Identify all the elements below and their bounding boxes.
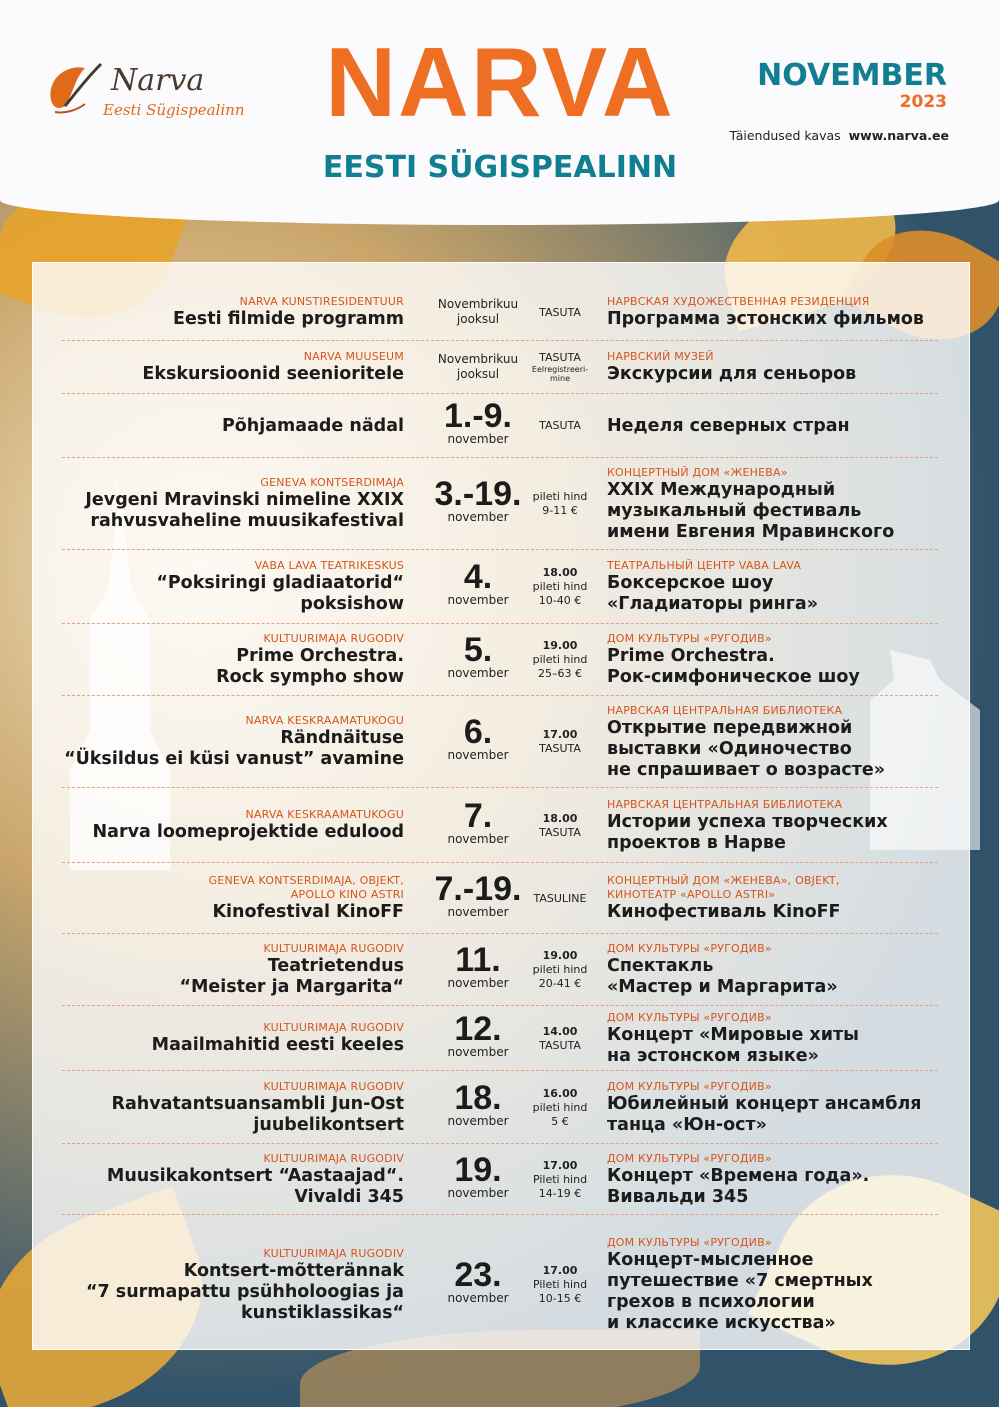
event-info-ru <box>607 1080 947 1136</box>
event-title-ru: путешествие «7 смертных <box>607 1271 873 1291</box>
date-day: 7. <box>463 796 493 835</box>
event-price <box>526 306 594 320</box>
organizer-ru: ДОМ КУЛЬТУРЫ «РУГОДИВ» <box>607 1236 772 1249</box>
event-date <box>422 713 534 762</box>
event-date <box>422 297 534 327</box>
date-text: jooksul <box>456 311 500 326</box>
organizer-et: KULTUURIMAJA RUGODIV <box>263 1151 404 1165</box>
event-date <box>422 1256 534 1305</box>
event-title-ru: Рок-симфоническое шоу <box>607 667 860 687</box>
date-day: 4. <box>463 558 493 596</box>
organizer-et: GENEVA KONTSERDIMAJA, OBJEKT, <box>208 874 404 887</box>
organizer-ru: ДОМ КУЛЬТУРЫ «РУГОДИВ» <box>607 942 772 955</box>
event-date <box>422 941 534 990</box>
website-link[interactable]: www.narva.ee <box>848 128 949 143</box>
price-text: pileti hind <box>532 653 588 666</box>
date-month: november <box>447 1044 509 1059</box>
price-text: pileti hind <box>532 580 588 593</box>
event-date <box>422 631 534 680</box>
price-text: TASUTA <box>539 305 581 319</box>
event-info-ru <box>607 416 947 437</box>
event-title-ru: «Мастер и Маргарита» <box>607 977 838 997</box>
price-text: TASUTA <box>539 825 581 839</box>
event-info-ru <box>607 466 947 543</box>
logo <box>45 55 255 135</box>
event-info-et <box>24 1152 404 1208</box>
event-title-ru: выставки «Одиночество <box>607 738 852 759</box>
date-text: Novembrikuu <box>437 296 519 311</box>
event-title-et: Rahvatantsuansambli Jun-Ost <box>111 1093 404 1114</box>
organizer-ru: ДОМ КУЛЬТУРЫ «РУГОДИВ» <box>607 1079 772 1093</box>
event-title-ru: не спрашивает о возрасте» <box>607 759 886 780</box>
date-day: 18. <box>454 1078 502 1117</box>
date-day: 23. <box>454 1256 502 1294</box>
price-text: 10-40 € <box>538 594 582 607</box>
event-title-ru: Концерт «Времена года». <box>607 1165 870 1186</box>
event-info-ru <box>607 798 947 854</box>
event-info-ru <box>607 1011 947 1067</box>
event-price <box>526 949 594 991</box>
date-month: november <box>447 593 509 607</box>
date-day: 1.-9. <box>443 397 513 435</box>
price-text: 10-15 € <box>538 1292 582 1305</box>
event-row <box>62 1070 938 1144</box>
event-title-et: “Poksiringi gladiaatorid“ <box>156 573 404 593</box>
organizer-et: KULTUURIMAJA RUGODIV <box>263 1246 404 1260</box>
event-price <box>526 490 594 518</box>
price-text: TASUTA <box>539 1038 581 1052</box>
event-title-ru: Юбилейный концерт ансамбля <box>607 1093 922 1114</box>
event-title-ru: Открытие передвижной <box>607 717 853 738</box>
event-info-et <box>24 416 404 437</box>
price-text: 14-19 € <box>538 1186 582 1200</box>
event-title-et: rahvusvaheline muusikafestival <box>90 511 404 531</box>
price-text: TASUTA <box>539 351 581 365</box>
event-title-ru: на эстонском языке» <box>607 1045 819 1066</box>
event-info-et <box>24 874 404 923</box>
event-title-et: Eesti filmide programm <box>172 309 404 329</box>
logo-subtitle: Eesti Sügispealinn <box>103 101 245 119</box>
event-time: 19.00 <box>542 949 578 962</box>
organizer-ru: НАРВСКАЯ ХУДОЖЕСТВЕННАЯ РЕЗИДЕНЦИЯ <box>607 295 870 308</box>
event-title-et: Vivaldi 345 <box>294 1186 404 1207</box>
month-label: NOVEMBER <box>757 58 947 93</box>
event-info-ru <box>607 559 947 615</box>
event-title-ru: музыкальный фестиваль <box>607 500 862 521</box>
organizer-ru: КОНЦЕРТНЫЙ ДОМ «ЖЕНЕВА» <box>607 465 788 479</box>
event-info-et <box>24 942 404 998</box>
event-row <box>62 787 938 863</box>
event-row <box>62 393 938 458</box>
date-day: 7.-19. <box>434 869 522 908</box>
price-text: Pileti hind <box>532 1172 588 1186</box>
organizer-et: GENEVA KONTSERDIMAJA <box>260 476 404 489</box>
organizer-ru: ДОМ КУЛЬТУРЫ «РУГОДИВ» <box>607 1010 772 1024</box>
info-label: Täiendused kavas <box>729 128 841 143</box>
event-title-ru: и классике искусства» <box>607 1313 836 1333</box>
event-time: 17.00 <box>542 1264 578 1277</box>
organizer-ru: НАРВСКАЯ ЦЕНТРАЛЬНАЯ БИБЛИОТЕКА <box>607 703 843 717</box>
event-title-et: “Üksildus ei küsi vanust” avamine <box>64 749 404 769</box>
event-title-ru: проектов в Нарве <box>607 832 786 853</box>
event-price <box>526 1087 594 1129</box>
event-info-ru <box>607 874 947 923</box>
event-title-ru: грехов в психологии <box>607 1292 815 1312</box>
date-day: 11. <box>455 941 501 979</box>
organizer-ru: ДОМ КУЛЬТУРЫ «РУГОДИВ» <box>607 1151 772 1165</box>
event-title-ru: XXIX Международный <box>607 479 836 500</box>
event-date <box>422 796 534 846</box>
event-price <box>526 728 594 756</box>
date-month: november <box>447 666 509 680</box>
event-price <box>526 892 594 906</box>
price-text: TASUTA <box>539 742 581 755</box>
event-info-et <box>24 1021 404 1056</box>
date-day: 6. <box>463 713 493 751</box>
event-info-ru <box>607 350 947 385</box>
event-info-et <box>24 1247 404 1324</box>
price-text: TASULINE <box>533 891 587 905</box>
event-row <box>62 340 938 394</box>
event-title-ru: Экскурсии для сеньоров <box>607 364 857 384</box>
date-day: 3.-19. <box>434 475 522 513</box>
event-date <box>422 1009 534 1059</box>
event-price <box>526 351 594 383</box>
event-price <box>526 1025 594 1053</box>
event-date <box>422 475 534 524</box>
event-title-et: “Meister ja Margarita“ <box>179 977 404 997</box>
event-title-et: kunstiklassikas“ <box>241 1302 404 1323</box>
event-time: 16.00 <box>542 1086 578 1100</box>
event-row <box>62 457 938 550</box>
event-time: 17.00 <box>542 1158 578 1172</box>
event-info-ru <box>607 295 947 330</box>
event-date <box>422 869 534 919</box>
price-text: TASUTA <box>539 419 581 432</box>
event-title-et: Põhjamaade nädal <box>221 415 404 436</box>
event-title-ru: «Гладиаторы ринга» <box>607 594 819 614</box>
date-day: 19. <box>454 1150 502 1189</box>
organizer-et: KULTUURIMAJA RUGODIV <box>263 1021 404 1034</box>
event-title-ru: Концерт-мысленное <box>607 1250 814 1270</box>
date-month: november <box>447 432 509 446</box>
page-subtitle: EESTI SÜGISPEALINN <box>322 150 678 185</box>
date-month: november <box>447 1291 509 1305</box>
event-row <box>62 285 938 340</box>
organizer-ru: ДОМ КУЛЬТУРЫ «РУГОДИВ» <box>607 632 772 645</box>
event-info-et <box>24 476 404 532</box>
event-title-et: Rock sympho show <box>216 667 404 687</box>
event-info-et <box>24 295 404 330</box>
organizer-ru: ТЕАТРАЛЬНЫЙ ЦЕНТР VABA LAVA <box>607 559 802 572</box>
price-note: Eelregistreeri- <box>531 365 589 375</box>
price-text: 9-11 € <box>542 504 578 517</box>
event-time: 14.00 <box>542 1024 578 1038</box>
organizer-ru: КИНОТЕАТР «APOLLO ASTRI» <box>607 888 776 901</box>
event-title-ru: Неделя северных стран <box>607 415 850 436</box>
event-row <box>62 549 938 624</box>
date-day: 5. <box>463 631 493 669</box>
event-info-et <box>24 632 404 688</box>
organizer-et: NARVA KESKRAAMATUKOGU <box>245 808 404 821</box>
event-title-ru: Истории успеха творческих <box>607 811 888 832</box>
event-price <box>526 566 594 608</box>
event-title-ru: Вивальди 345 <box>607 1186 749 1207</box>
organizer-ru: НАРВСКАЯ ЦЕНТРАЛЬНАЯ БИБЛИОТЕКА <box>607 797 843 811</box>
organizer-et: NARVA KESKRAAMATUKOGU <box>245 714 404 727</box>
organizer-et: KULTUURIMAJA RUGODIV <box>263 942 404 955</box>
event-info-et <box>24 350 404 385</box>
leaf-logo-icon <box>45 60 105 118</box>
page-title: NARVA <box>325 27 675 137</box>
event-title-et: Teatrietendus <box>267 956 404 976</box>
price-text: 25–63 € <box>538 667 582 680</box>
organizer-et: NARVA MUUSEUM <box>303 350 404 363</box>
event-price <box>526 639 594 681</box>
price-text: Pileti hind <box>532 1278 588 1291</box>
event-row <box>62 1143 938 1215</box>
event-info-et <box>24 714 404 770</box>
organizer-ru: КОНЦЕРТНЫЙ ДОМ «ЖЕНЕВА», OBJEKT, <box>607 874 840 887</box>
event-info-et <box>24 1080 404 1136</box>
event-time: 18.00 <box>542 566 578 579</box>
date-text: Novembrikuu <box>437 351 519 366</box>
event-date <box>422 1150 534 1200</box>
event-date <box>422 558 534 607</box>
event-price <box>526 1159 594 1201</box>
event-title-ru: Prime Orchestra. <box>607 646 775 666</box>
event-row <box>62 862 938 934</box>
price-text: pileti hind <box>532 963 588 976</box>
event-info-ru <box>607 704 947 781</box>
date-month: november <box>447 1113 509 1128</box>
date-month: november <box>447 904 509 919</box>
event-title-et: Kinofestival KinoFF <box>212 902 404 922</box>
event-title-et: Prime Orchestra. <box>236 646 404 666</box>
date-day: 12. <box>454 1009 502 1048</box>
event-price <box>526 419 594 433</box>
organizer-et: NARVA KUNSTIRESIDENTUUR <box>239 295 404 308</box>
price-text: 5 € <box>551 1114 569 1128</box>
event-info-ru <box>607 632 947 688</box>
event-info-ru <box>607 1152 947 1208</box>
event-info-ru <box>607 942 947 998</box>
event-title-et: poksishow <box>300 594 404 614</box>
event-title-et: Maailmahitid eesti keeles <box>151 1035 404 1055</box>
date-month: november <box>447 831 509 846</box>
event-title-et: Ekskursioonid seenioritele <box>142 364 404 384</box>
event-date <box>422 1078 534 1128</box>
event-info-ru <box>607 1236 947 1334</box>
event-title-et: Kontsert-mõtterännak <box>183 1260 404 1281</box>
logo-name: Narva <box>111 63 205 98</box>
event-title-ru: имени Евгения Мравинского <box>607 521 895 542</box>
event-info-et <box>24 808 404 843</box>
price-note: mine <box>549 374 570 384</box>
event-date <box>422 352 534 382</box>
event-title-et: Rändnäituse <box>280 728 404 748</box>
event-row <box>62 933 938 1006</box>
organizer-et: KULTUURIMAJA RUGODIV <box>263 632 404 645</box>
organizer-et: KULTUURIMAJA RUGODIV <box>263 1079 404 1093</box>
event-title-ru: Кинофестиваль KinoFF <box>607 902 841 922</box>
event-row <box>62 1005 938 1071</box>
event-title-et: juubelikontsert <box>253 1114 404 1135</box>
event-time: 19.00 <box>542 639 578 652</box>
event-title-ru: Программа эстонских фильмов <box>607 309 924 329</box>
event-price <box>526 812 594 840</box>
price-text: pileti hind <box>532 1100 588 1114</box>
price-text: pileti hind <box>532 490 588 503</box>
event-row <box>62 623 938 696</box>
info-line <box>730 128 949 143</box>
organizer-ru: НАРВСКИЙ МУЗЕЙ <box>607 350 714 363</box>
event-row <box>62 695 938 788</box>
event-title-et: “7 surmapattu psühholoogias ja <box>86 1281 404 1302</box>
event-time: 17.00 <box>542 728 578 741</box>
date-month: november <box>447 748 509 762</box>
event-title-ru: танца «Юн-ост» <box>607 1114 767 1135</box>
event-date <box>422 397 534 446</box>
event-info-et <box>24 559 404 615</box>
organizer-et: APOLLO KINO ASTRI <box>290 888 404 901</box>
event-title-ru: Боксерское шоу <box>607 573 774 593</box>
date-month: november <box>447 976 509 990</box>
event-title-et: Muusikakontsert “Aastaajad“. <box>106 1165 404 1186</box>
event-title-ru: Концерт «Мировые хиты <box>607 1024 859 1045</box>
date-month: november <box>447 1185 509 1200</box>
event-price <box>526 1264 594 1306</box>
year-label: 2023 <box>899 92 947 112</box>
price-text: 20-41 € <box>538 977 582 990</box>
organizer-et: VABA LAVA TEATRIKESKUS <box>254 559 404 572</box>
date-text: jooksul <box>456 366 500 381</box>
event-title-ru: Спектакль <box>607 956 714 976</box>
date-month: november <box>447 510 509 524</box>
event-time: 18.00 <box>542 811 578 825</box>
event-title-et: Jevgeni Mravinski nimeline XXIX <box>85 490 404 510</box>
event-title-et: Narva loomeprojektide edulood <box>92 822 404 842</box>
event-row <box>62 1214 938 1355</box>
